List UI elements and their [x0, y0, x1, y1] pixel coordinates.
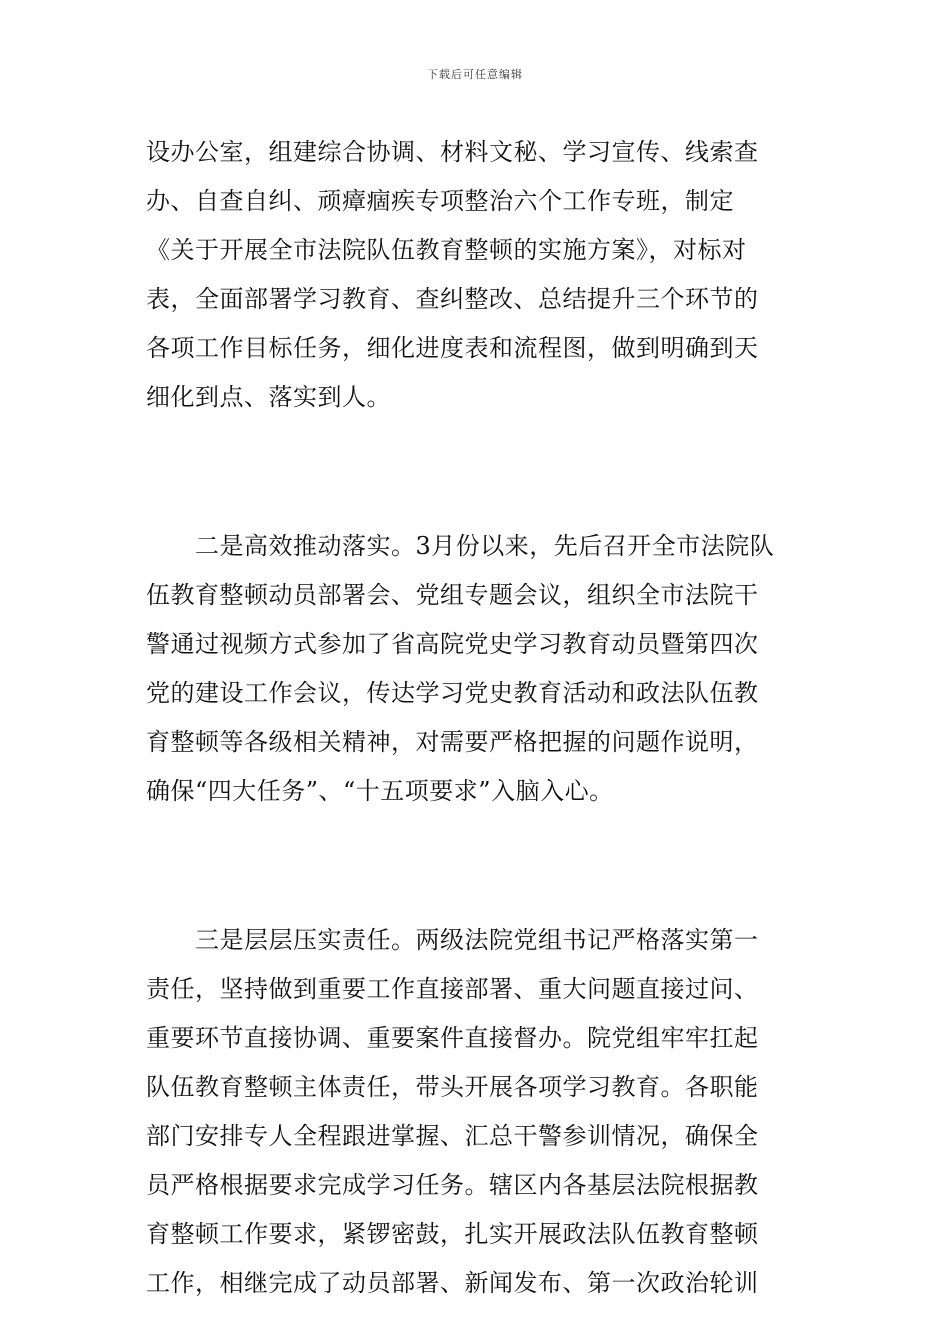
document-body [146, 128, 808, 1308]
paragraph-3 [146, 916, 808, 1308]
paragraph-gap [146, 422, 808, 522]
text-line: 党的建设工作会议，传达学习党史教育活动和政法队伍教 [146, 679, 759, 707]
text-line: 各项工作目标任务，细化进度表和流程图，做到明确到天 [146, 334, 759, 362]
text-line: 《关于开展全市法院队伍教育整顿的实施方案》，对标对 [146, 236, 747, 264]
paragraph-1 [146, 128, 808, 422]
text-line: 重要环节直接协调、重要案件直接督办。院党组牢牢扛起 [146, 1024, 759, 1052]
text-line: 三是层层压实责任。两级法院党组书记严格落实第一 [146, 926, 759, 954]
text-line: 确保“四大任务”、“十五项要求”入脑入心。 [146, 777, 614, 805]
text-line: 办、自查自纠、顽瘴痼疾专项整治六个工作专班，制定 [146, 187, 734, 215]
text-line: 员严格根据要求完成学习任务。辖区内各基层法院根据教 [146, 1171, 759, 1199]
text-line: 工作，相继完成了动员部署、新闻发布、第一次政治轮训 [146, 1269, 759, 1297]
text-line: 部门安排专人全程跟进掌握、汇总干警参训情况，确保全 [146, 1122, 759, 1150]
text-line: 表，全面部署学习教育、查纠整改、总结提升三个环节的 [146, 285, 759, 313]
text-line: 细化到点、落实到人。 [146, 383, 391, 411]
text-line: 育整顿等各级相关精神，对需要严格把握的问题作说明， [146, 728, 759, 756]
page-header: 下载后可任意编辑 [427, 68, 523, 81]
paragraph-2 [146, 522, 808, 816]
paragraph-gap [146, 816, 808, 916]
text-line: 警通过视频方式参加了省高院党史学习教育动员暨第四次 [146, 630, 759, 658]
text-line: 育整顿工作要求，紧锣密鼓，扎实开展政法队伍教育整顿 [146, 1220, 759, 1248]
text-line: 责任，坚持做到重要工作直接部署、重大问题直接过问、 [146, 975, 759, 1003]
text-line: 二是高效推动落实。3月份以来，先后召开全市法院队 [146, 532, 775, 560]
text-line: 伍教育整顿动员部署会、党组专题会议，组织全市法院干 [146, 581, 759, 609]
text-line: 设办公室，组建综合协调、材料文秘、学习宣传、线索查 [146, 138, 759, 166]
text-line: 队伍教育整顿主体责任，带头开展各项学习教育。各职能 [146, 1073, 759, 1101]
